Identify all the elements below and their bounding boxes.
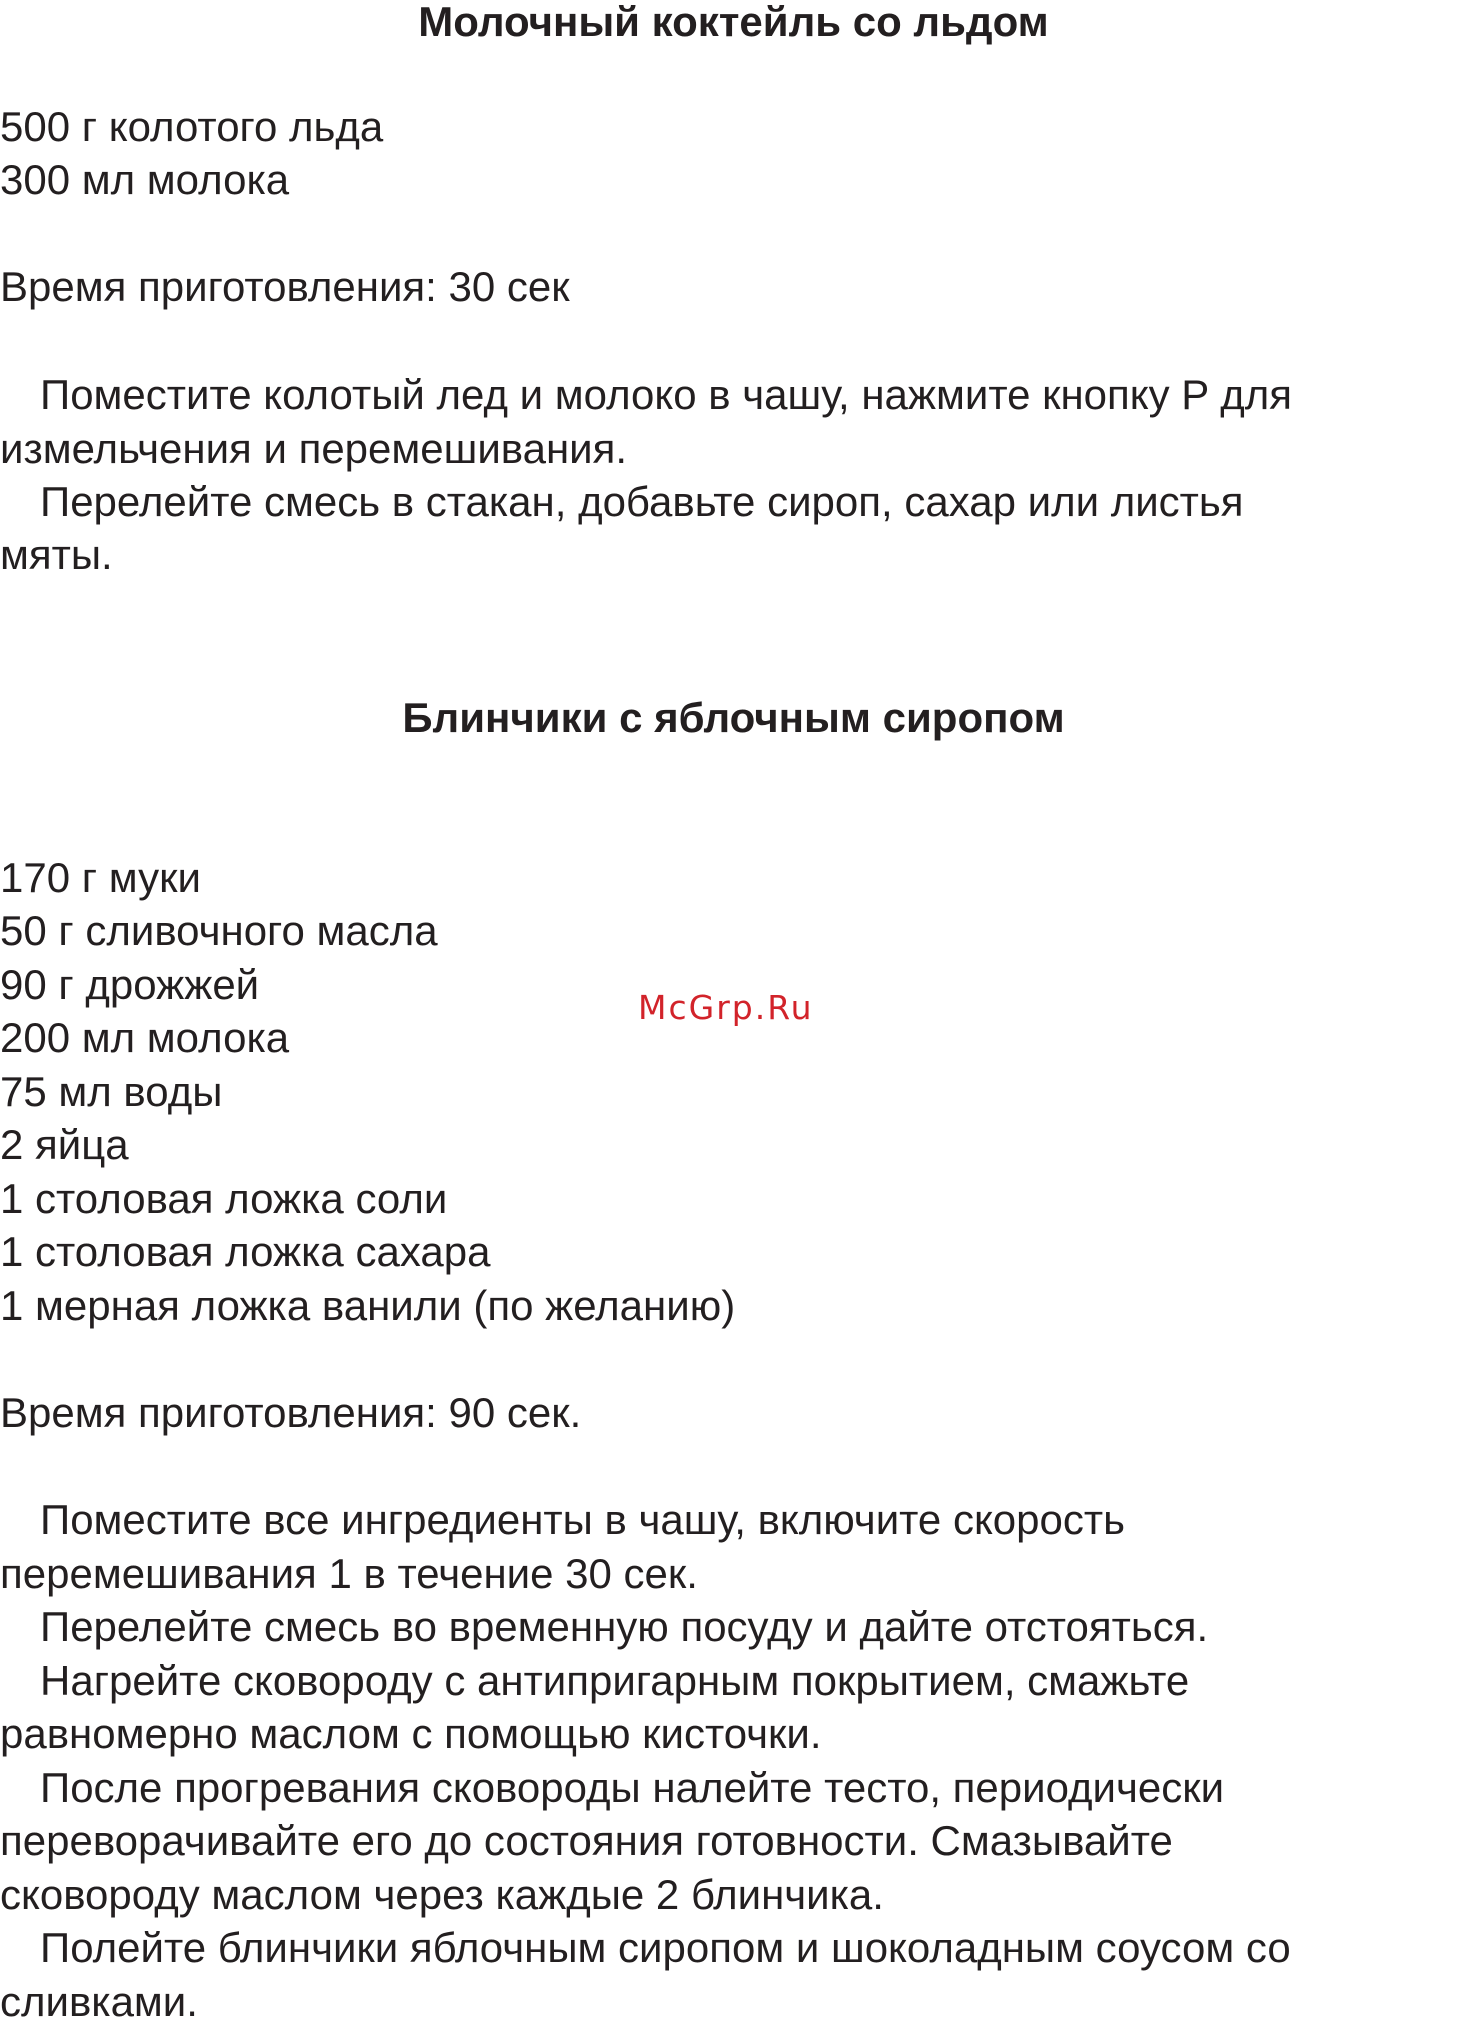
recipe-2-step-line: перемешивания 1 в течение 30 сек. [0, 1550, 698, 1597]
recipe-2-ingredient: 50 г сливочного масла [0, 907, 438, 954]
recipe-2-step-line: Полейте блинчики яблочным сиропом и шоколадным соусом со [40, 1924, 1291, 1971]
recipe-2-ingredient: 200 мл молока [0, 1014, 290, 1061]
recipe-2-ingredient: 2 яйца [0, 1121, 129, 1168]
recipe-2-step-line: переворачивайте его до состояния готовности. Смазывайте [0, 1817, 1173, 1864]
recipe-2-ingredient: 1 столовая ложка сахара [0, 1228, 491, 1275]
recipe-2-ingredient: 1 мерная ложка ванили (по желанию) [0, 1282, 736, 1329]
recipe-2-step-line: Нагрейте сковороду с антипригарным покрытием, смажьте [40, 1657, 1190, 1704]
recipe-2-ingredient: 90 г дрожжей [0, 961, 260, 1008]
recipe-1-time: Время приготовления: 30 сек [0, 263, 570, 310]
recipe-2-title: Блинчики с яблочным сиропом [402, 694, 1065, 741]
recipe-1-step-line: мяты. [0, 531, 113, 578]
recipe-2-ingredient: 1 столовая ложка соли [0, 1175, 448, 1222]
recipe-2-step-line: Поместите все ингредиенты в чашу, включите скорость [40, 1496, 1125, 1543]
recipe-2-step-line: сливками. [0, 1978, 198, 2025]
recipe-1-title: Молочный коктейль со льдом [418, 0, 1049, 45]
recipe-1-step-line: Перелейте смесь в стакан, добавьте сироп, сахар или листья [40, 478, 1244, 525]
recipe-1-step-line: Поместите колотый лед и молоко в чашу, нажмите кнопку P для [40, 371, 1292, 418]
recipe-2-time: Время приготовления: 90 сек. [0, 1389, 582, 1436]
recipe-2-step-line: Перелейте смесь во временную посуду и дайте отстояться. [40, 1603, 1209, 1650]
recipe-1-ingredient: 300 мл молока [0, 156, 290, 203]
watermark: McGrp.Ru [638, 988, 814, 1027]
recipe-2-step-line: сковороду маслом через каждые 2 блинчика. [0, 1871, 884, 1918]
recipe-2-ingredient: 75 мл воды [0, 1068, 223, 1115]
recipe-2-ingredient: 170 г муки [0, 854, 201, 901]
recipe-1-step-line: измельчения и перемешивания. [0, 425, 628, 472]
recipe-2-step-line: равномерно маслом с помощью кисточки. [0, 1710, 822, 1757]
recipe-1-ingredient: 500 г колотого льда [0, 103, 384, 150]
recipe-2-step-line: После прогревания сковороды налейте тесто, периодически [40, 1764, 1225, 1811]
